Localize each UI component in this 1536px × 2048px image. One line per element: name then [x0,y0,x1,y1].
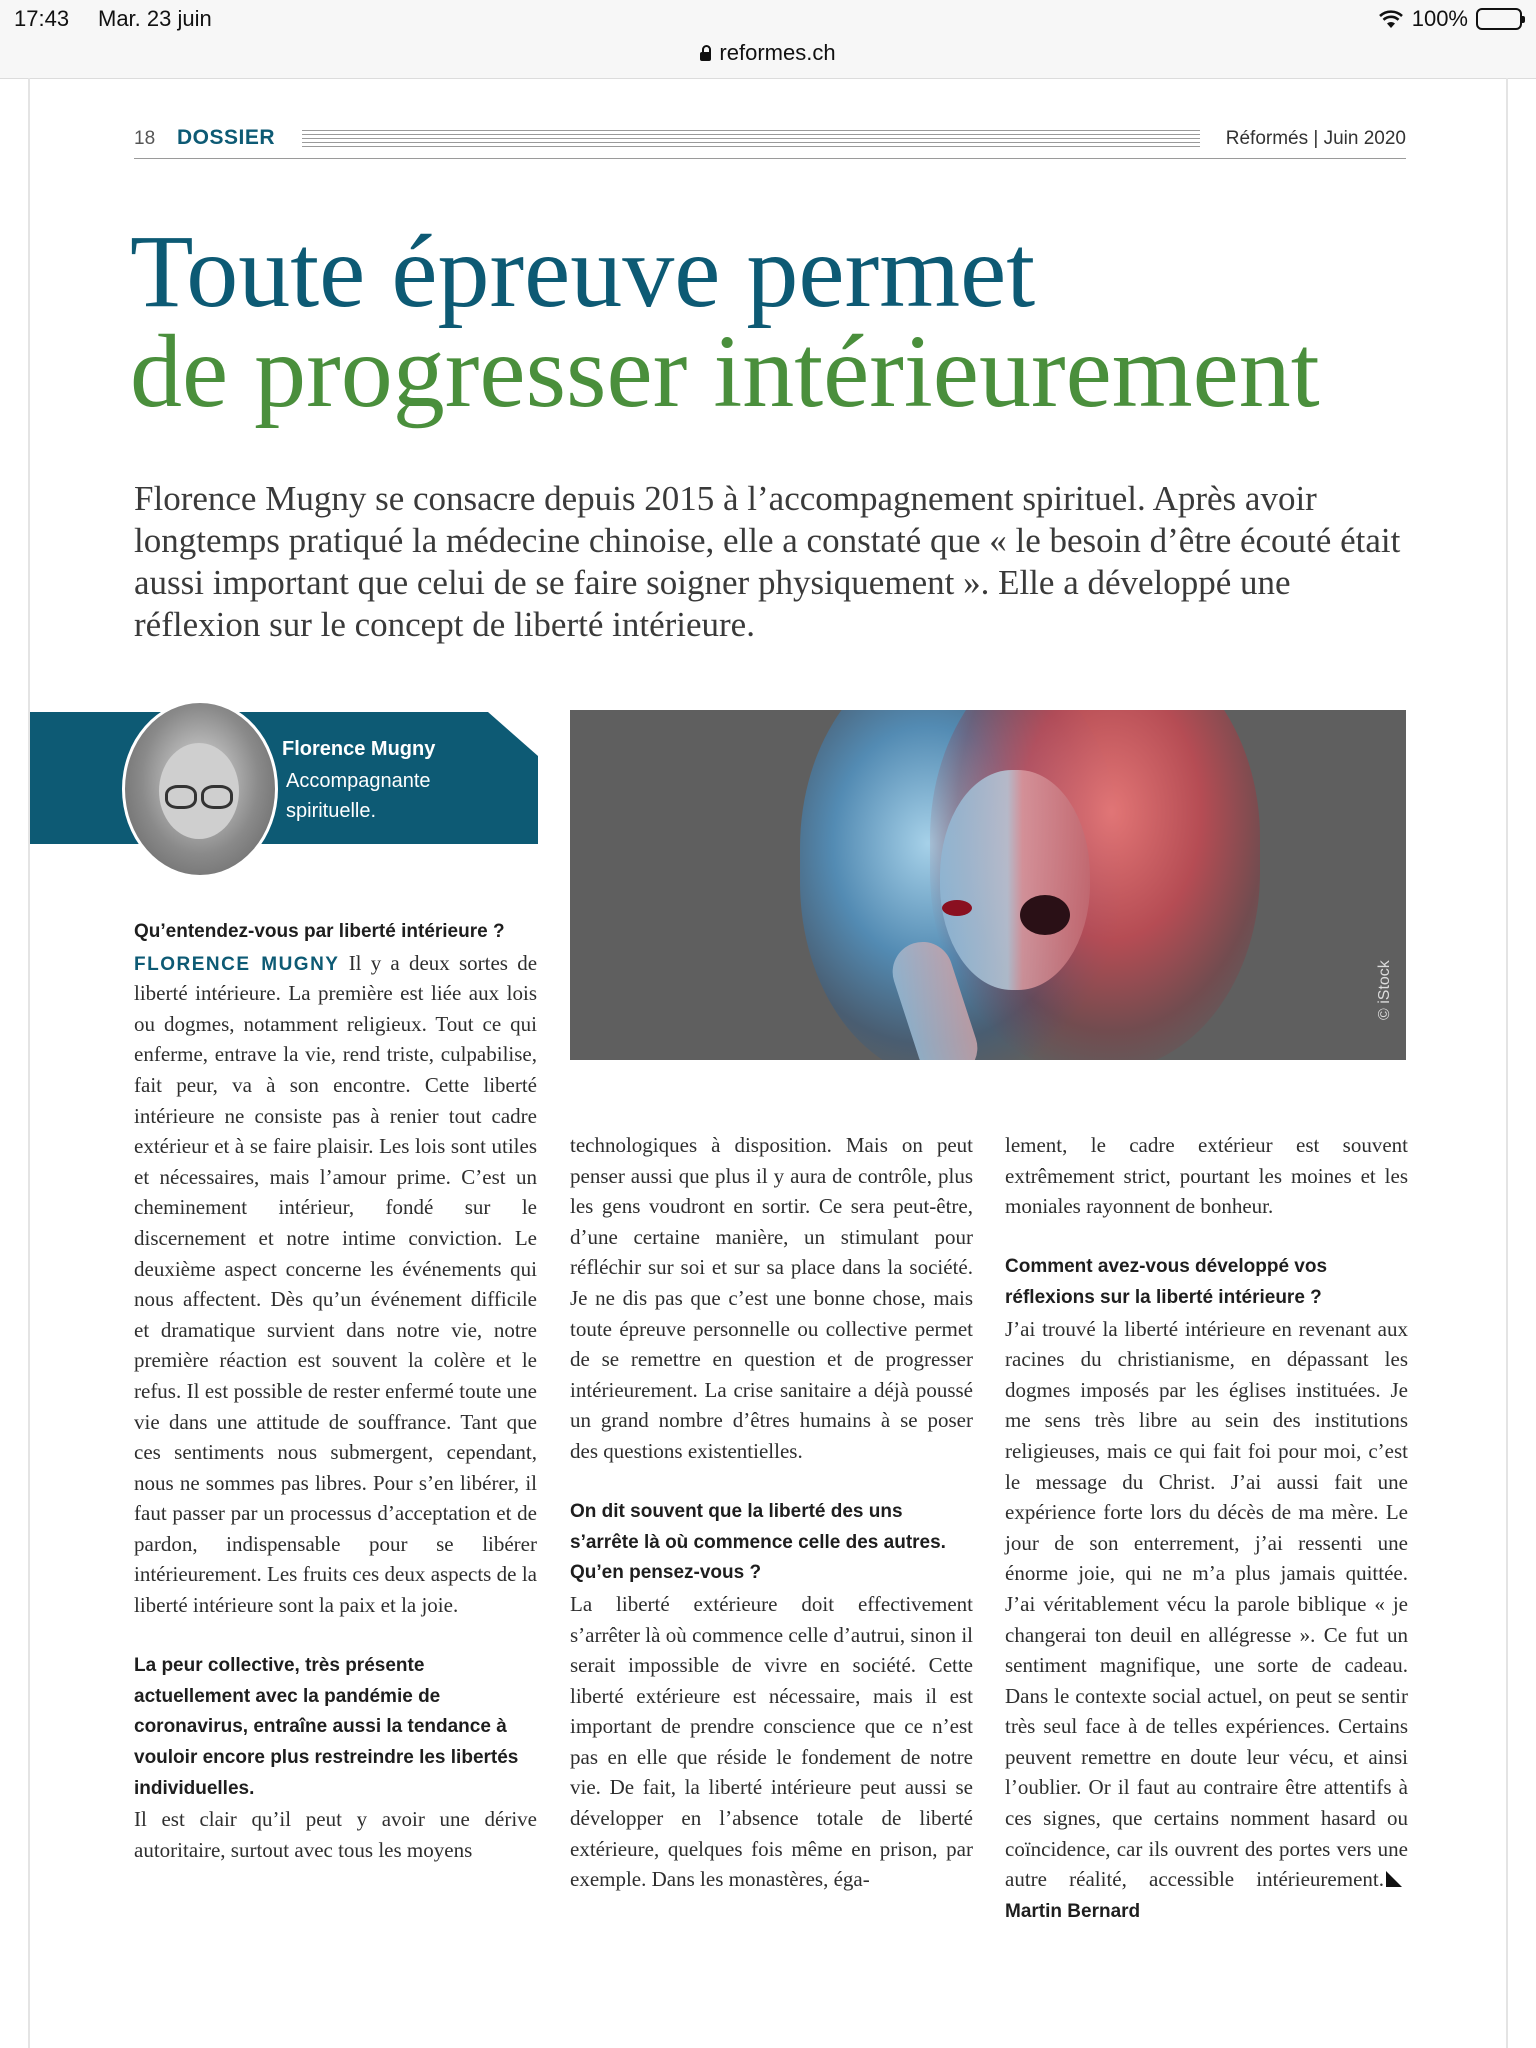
status-date: Mar. 23 juin [98,6,212,31]
status-indicators [1378,6,1522,32]
article-lead: Florence Mugny se consacre depuis 2015 à l’accompagnement spirituel. Après avoir longtemps pratiqué la médecine chinoise, elle a constaté que « le besoin d’être écouté était aussi important que celui de se faire soigner physiquement ». Elle a développé une réflexion sur le concept de liberté intérieure. [134,479,1401,644]
author-signature: Martin Bernard [1005,1900,1141,1922]
image-credit: © iStock [1376,960,1393,1020]
publication-info: Réformés | Juin 2020 [1225,128,1406,149]
author-role: Accompagnante spirituelle. [286,770,431,822]
page-edge [28,78,30,2048]
page-edge [1506,78,1508,2048]
title-line-1: Toute épreuve permet [130,214,1036,329]
page-number: 18 [134,128,156,149]
battery-percent: 100% [1411,6,1468,31]
answer-2-part-2: technologiques à disposition. Mais on peut penser aussi que plus il y aura de contrôle, plus les gens voudront en sortir. Ce sera peut-être, d’une certaine manière, un stimulant pour réfléchir sur soi et sur sa place dans la société. Je ne dis pas que c’est une bonne chose, mais toute épreuve personnelle ou collective permet de se remettre en question et de progresser intérieurement. La crise sanitaire a déjà poussé un grand nombre d’êtres humains à se poser des questions existentielles. [570,1133,973,1463]
section-label: DOSSIER [177,126,276,149]
answer-1: FLORENCE MUGNY Il y a deux sortes de liberté intérieure. La première est liée aux lois ou dogmes, notamment religieux. Tout ce qui enferme, entrave la vie, rend triste, culpabilise, fait peur, va à son encontre. Cette liberté intérieure ne consiste pas à renier tout cadre extérieur et à se faire plaisir. Les lois sont utiles et nécessaires, mais l’amour prime. C’est un cheminement intérieur, fondé sur le discernement et notre intime conviction. Le deuxième aspect concerne les événements qui nous affectent. Dès qu’un événement difficile et dramatique survient dans notre vie, notre première réaction est souvent la colère et le refus. Il est possible de rester enfermé toute une vie dans une attitude de souffrance. Tant que ces sentiments nous submergent, cependant, nous ne sommes pas libres. Pour s’en libérer, il faut passer par un processus d’acceptation et de pardon, indispensable pour se libérer intérieurement. Les fruits ces deux aspects de la liberté intérieure sont la paix et la joie. [134,950,538,1618]
end-mark-icon [1386,1871,1402,1887]
answer-2-part-1: Il est clair qu’il peut y avoir une dérive autoritaire, surtout avec tous les moyens [134,1807,537,1862]
text-column-3 [1005,1130,1408,1925]
text-column-2 [570,1130,973,1895]
answer-4: J’ai trouvé la liberté intérieure en revenant aux racines du christianisme, en dépassant les dogmes imposés par les églises instituées. Je me sens très libre au sein des institutions religieuses, mais ce qui fait foi pour moi, c’est le message du Christ. J’ai aussi fait une expérience forte lors du décès de ma mère. Le jour de son enterrement, j’ai ressenti une énorme joie, qui ne m’a plus jamais quittée. J’ai véritablement vécu la parole biblique « je changerai ton deuil en allégresse ». Ce fut un sentiment magnifique, une sorte de cadeau. Dans le contexte social actuel, on peut se sentir très seul face à de telles expériences. Certains peuvent remettre en doute leur vécu, et ainsi l’oublier. Or il faut au contraire être attentifs à ces signes, que certains nomment hasard ou coïncidence, car ils ouvrent des portes vers une autre réalité, accessible intérieurement.Martin Bernard [1005,1316,1408,1922]
author-photo [122,700,278,878]
question-4: Comment avez-vous développé vos réflexions sur la liberté intérieure ? [1005,1256,1328,1308]
header-divider [134,158,1406,159]
status-time: 17:43 [14,6,70,31]
question-1: Qu’entendez-vous par liberté intérieure ? [134,921,505,942]
author-name: Florence Mugny [282,738,436,760]
title-line-2: de progresser intérieurement [130,314,1320,429]
battery-icon [1476,8,1522,30]
article-title [130,214,1320,429]
speaker-name: FLORENCE MUGNY [134,953,340,975]
lock-icon [700,52,711,61]
answer-3-part-2: lement, le cadre extérieur est souvent extrêmement strict, pourtant les moines et les moniales rayonnent de bonheur. [1005,1133,1408,1219]
question-3: On dit souvent que la liberté des uns s’arrête là où commence celle des autres. Qu’en pensez-vous ? [570,1501,946,1584]
url-text: reformes.ch [719,40,836,65]
wifi-icon [1378,9,1404,29]
header-rules [302,130,1200,148]
address-bar[interactable] [0,40,1536,66]
answer-3-part-1: La liberté extérieure doit effectivement s’arrêter là où commence celle d’autrui, sinon il serait impossible de vivre en société. Cette liberté extérieure est nécessaire, mais il est important de prendre conscience que ce n’est pas en elle que réside le fondement de notre vie. De fait, la liberté intérieure peut aussi se développer en l’absence totale de liberté extérieure, quelques fois même en prison, par exemple. Dans les monastères, éga- [570,1591,973,1892]
status-bar [0,0,1536,79]
text-column-1 [134,917,537,1865]
question-2: La peur collective, très présente actuellement avec la pandémie de coronavirus, entraîne aussi la tendance à vouloir encore plus restreindre les libertés individuelles. [134,1655,519,1799]
hero-image [570,710,1406,1060]
